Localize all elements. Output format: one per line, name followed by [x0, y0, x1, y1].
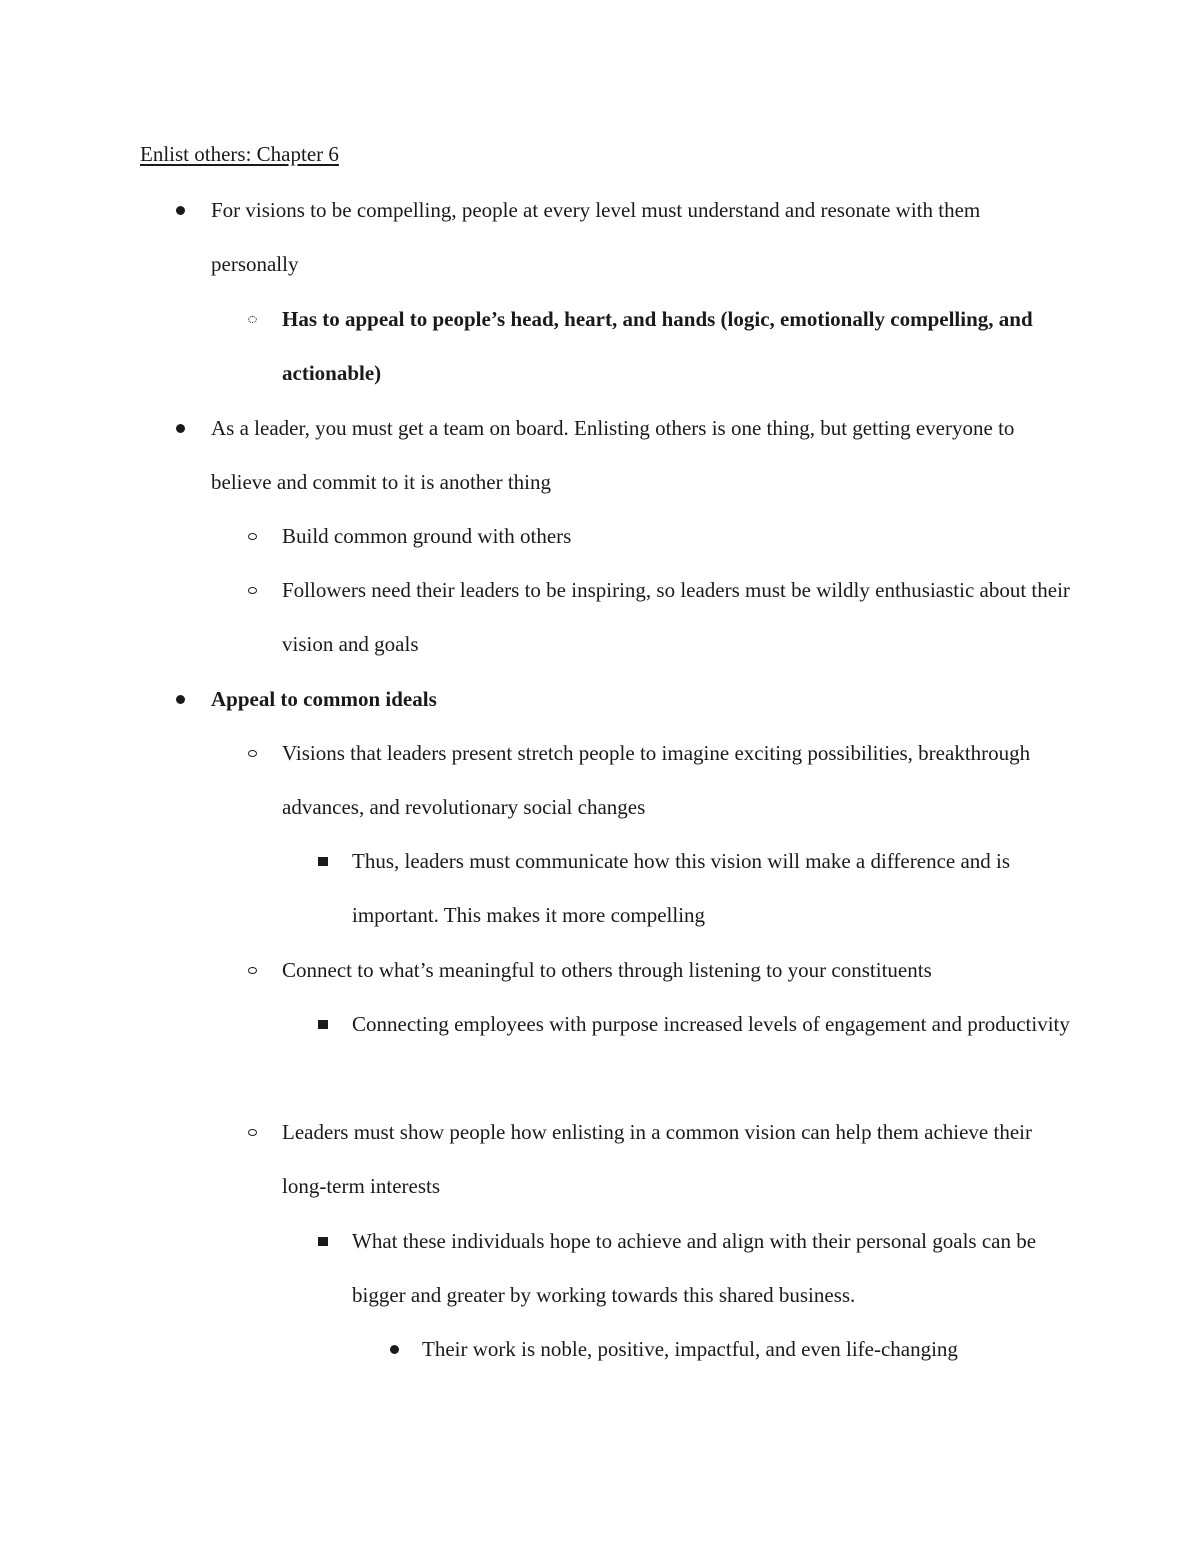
list-item — [282, 943, 1072, 997]
list-item — [352, 997, 1072, 1051]
bullet-circle-icon — [248, 587, 257, 594]
list-item — [211, 672, 1061, 726]
list-item-text: Thus, leaders must communicate how this vision will make a difference and is important. This makes it more compelling — [352, 849, 1011, 927]
bullet-disc-icon — [176, 695, 185, 704]
list-item-text: Followers need their leaders to be inspiring, so leaders must be wildly enthusiastic about their vision and goals — [282, 578, 1070, 656]
list-item-text: Connect to what’s meaningful to others through listening to your constituents — [282, 958, 932, 982]
bullet-square-icon — [318, 1237, 328, 1246]
list-item — [282, 563, 1072, 671]
list-item — [282, 292, 1072, 400]
list-item — [282, 509, 1072, 563]
bullet-circle-icon — [248, 533, 257, 540]
bullet-disc-icon — [176, 206, 185, 215]
list-item-text: Has to appeal to people’s head, heart, and hands (logic, emotionally compelling, and actionable) — [282, 307, 1033, 385]
bullet-circle-icon — [248, 967, 257, 974]
list-item-text: For visions to be compelling, people at every level must understand and resonate with them personally — [211, 198, 981, 276]
list-item — [211, 401, 1061, 509]
list-item — [352, 1214, 1072, 1322]
list-item — [422, 1322, 1072, 1376]
bullet-square-icon — [318, 1020, 328, 1029]
bullet-disc-icon — [176, 424, 185, 433]
list-item — [211, 183, 1061, 291]
bullet-circle-icon — [248, 750, 257, 757]
list-item — [352, 834, 1072, 942]
list-item-text: As a leader, you must get a team on board. Enlisting others is one thing, but getting everyone to believe and commit to it is another thing — [211, 416, 1015, 494]
list-item-text: Their work is noble, positive, impactful, and even life-changing — [422, 1337, 958, 1361]
list-item — [282, 1105, 1072, 1213]
bullet-square-icon — [318, 857, 328, 866]
bullet-circle-icon — [248, 1129, 257, 1136]
list-item-text: Build common ground with others — [282, 524, 572, 548]
list-item-text: Leaders must show people how enlisting in a common vision can help them achieve their long-term interests — [282, 1120, 1032, 1198]
list-item-text: Visions that leaders present stretch people to imagine exciting possibilities, breakthrough advances, and revolutionary social changes — [282, 741, 1031, 819]
list-item-text: What these individuals hope to achieve and align with their personal goals can be bigger and greater by working towards this shared business. — [352, 1229, 1037, 1307]
bullet-disc-icon — [390, 1345, 399, 1354]
list-item-text: Connecting employees with purpose increased levels of engagement and productivity — [352, 1012, 1070, 1036]
document-heading: Enlist others: Chapter 6 — [140, 142, 339, 166]
list-item-text: Appeal to common ideals — [211, 687, 437, 711]
list-item — [282, 726, 1072, 834]
bullet-circle-icon — [248, 316, 257, 323]
